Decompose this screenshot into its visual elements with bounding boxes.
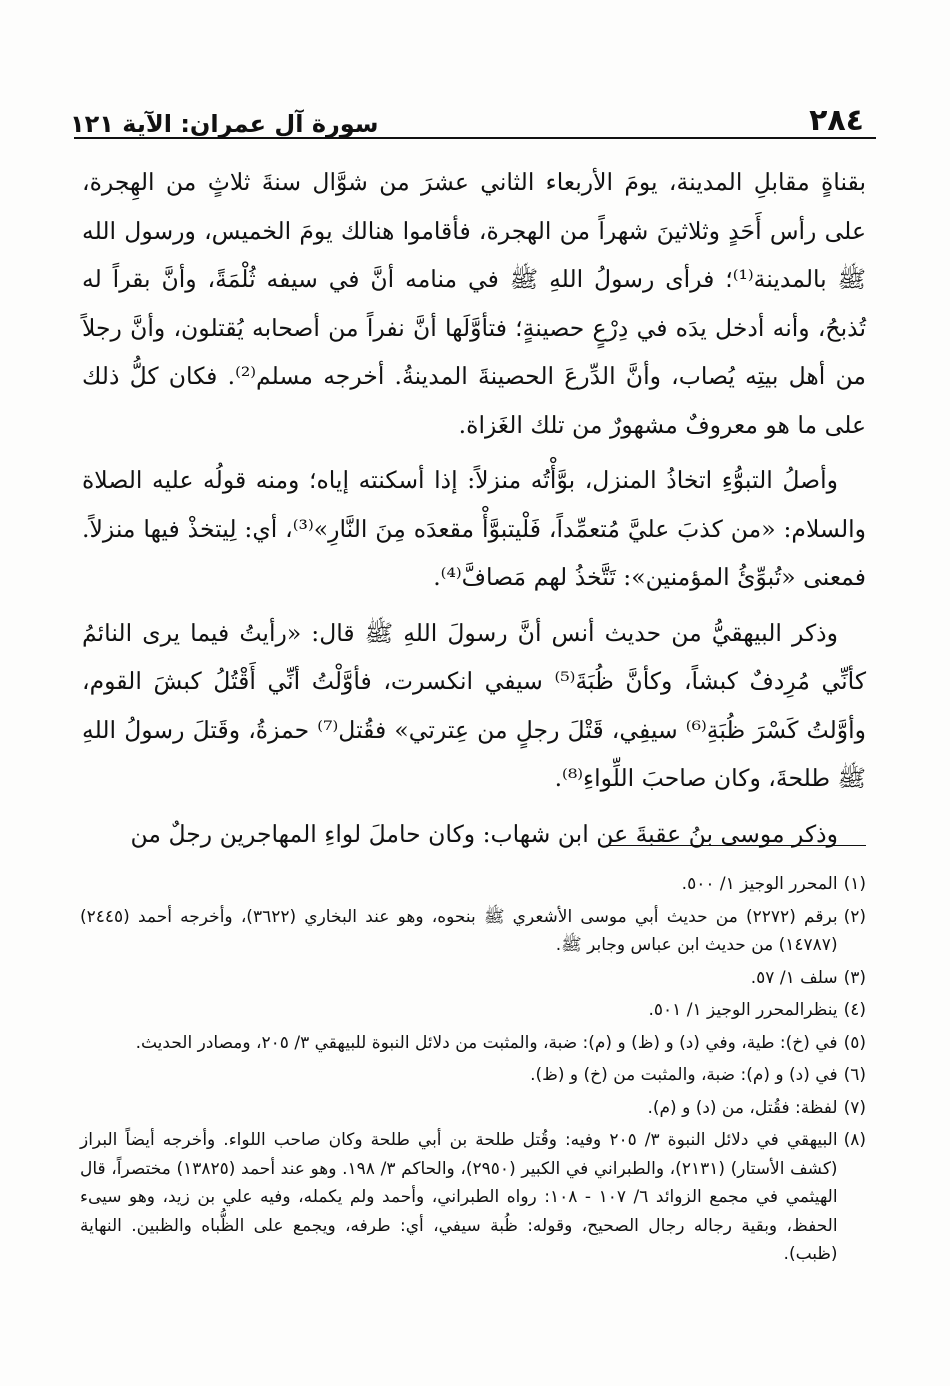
footnote-text: في (خ): طية، وفي (د) و (ظ) و (م): ضبة، والمثبت من دلائل النبوة للبيهقي ٣/ ٢٠٥، ومصادر الحديث. [135,1032,838,1053]
footnote-rule [606,845,866,846]
footnote-number: (٣) [843,967,866,988]
footnote [80,903,866,960]
footnote-text: البيهقي في دلائل النبوة ٣/ ٢٠٥ وفيه: وقُتل طلحة بن أبي طلحة وكان صاحب اللواء. وأخرجه أيضاً البراز (كشف الأستار) (٢١٣١)، والطبراني في الكبير (٢٩٥٠)، والحاكم ٣/ ١٩٨. وهو عند أحمد (١٣٨٢٥) مختصراً، قال الهيثمي في مجمع الزوائد ٦/ ١٠٧ - ١٠٨: رواه الطبراني، وأحمد ولم يكمله، وفيه علي بن زيد، وهو سيىء الحفظ، وبقية رجاله رجال الصحيح، وقوله: ظُبة سيفي، أي: طرفه، ويجمع على الظُّباه والظبين. النهاية (ظبب). [80,1130,838,1264]
page-number: ٢٨٤ [809,103,864,138]
body-paragraph-4: وذكر موسى بنُ عقبةَ عن ابن شهاب: وكان حاملَ لواءِ المهاجرين رجلٌ من [130,819,838,848]
body-paragraph-2: وأصلُ التبوُّءِ اتخاذُ المنزل، بوَّأْتُه منزلاً: إذا أسكنته إياه؛ ومنه قولُه عليه الصلاة والسلام: «من كذبَ عليَّ مُتعمِّداً، فَلْيتبوَّأْ مقعدَه مِنَ النَّارِ»⁽³⁾، أي: لِيتخذْ فيها منزلاً. فمعنى «تُبوِّئُ المؤمنين»: تَتَّخذُ لهم مَصافَّ⁽⁴⁾. [82,466,866,591]
main-text [82,158,866,865]
footnote [80,964,866,993]
footnotes [80,870,866,1273]
footnote [80,996,866,1025]
footnote-number: (٤) [843,1000,866,1020]
footnote [80,1029,866,1058]
footnote-text: سلف ١/ ٥٧. [750,967,838,988]
body-paragraph-3: وذكر البيهقيُّ من حديث أنس أنَّ رسولَ اللهِ ﷺ قال: «رأيتُ فيما يرى النائمُ كأنِّي مُرِدفٌ كبشاً، وكأنَّ ظُبَةَ⁽⁵⁾ سيفي انكسرت، فأوَّلْتُ أنِّي أَقْتُلُ كبشَ القوم، وأوَّلتُ كَسْرَ ظُبَةِ⁽⁶⁾ سيفِي، قَتْلَ رجلٍ من عِترتي» فقُتل⁽⁷⁾ حمزةُ، وقَتلَ رسولُ اللهِ ﷺ طلحةَ، وكان صاحبَ اللِّواءِ⁽⁸⁾. [82,618,867,792]
footnote-text: ينظرالمحرر الوجيز ١/ ٥٠١. [648,1000,838,1020]
footnote-text: المحرر الوجيز ١/ ٥٠٠. [681,874,838,894]
footnote [80,870,866,899]
footnote-number: (٢) [843,906,866,927]
footnote-number: (١) [843,874,866,894]
body-paragraph-1: بقناةٍ مقابلِ المدينة، يومَ الأربعاء الثاني عشرَ من شوَّال سنةَ ثلاثٍ من الهِجرة، على رأس أَحَدٍ وثلاثينَ شهراً من الهجرة، فأقاموا هنالك يومَ الخميس، ورسول الله ﷺ بالمدينة⁽¹⁾؛ فرأى رسولُ اللهِ ﷺ في منامه أنَّ في سيفه ثُلْمَةً، وأنَّ بقراً له تُذبحُ، وأنه أدخل يدَه في دِرْعٍ حصينةٍ؛ فتأوَّلَها أنَّ نفراً من أصحابه يُقتلون، وأنَّ رجلاً من أهل بيتِه يُصاب، وأنَّ الدِّرعَ الحصينةَ المدينةُ. أخرجه مسلم⁽²⁾. فكان كلُّ ذلك على ما هو معروفٌ مشهورٌ من تلك الغَزاة. [82,168,866,439]
footnote-text: في (د) و (م): ضبة، والمثبت من (خ) و (ظ). [530,1065,838,1085]
footnote [80,1061,866,1090]
footnote [80,1094,866,1123]
footnote-text: لفظة: فقُتل، من (د) و (م). [647,1097,838,1118]
header-rule [74,137,876,139]
footnote-number: (٥) [843,1032,866,1053]
footnote-number: (٨) [843,1130,866,1150]
footnote-text: برقم (٢٢٧٢) من حديث أبي موسى الأشعري ﷺ بنحوه، وهو عند البخاري (٣٦٢٢)، وأخرجه أحمد (٢٤٤٥) (١٤٧٨٧) من حديث ابن عباس وجابر ﷺ. [80,906,838,955]
header-title: سورة آل عمران: الآية ١٢١ [70,110,379,138]
running-header [70,88,864,138]
footnote [80,1126,866,1269]
footnote-number: (٦) [843,1065,866,1085]
footnote-number: (٧) [843,1097,866,1118]
